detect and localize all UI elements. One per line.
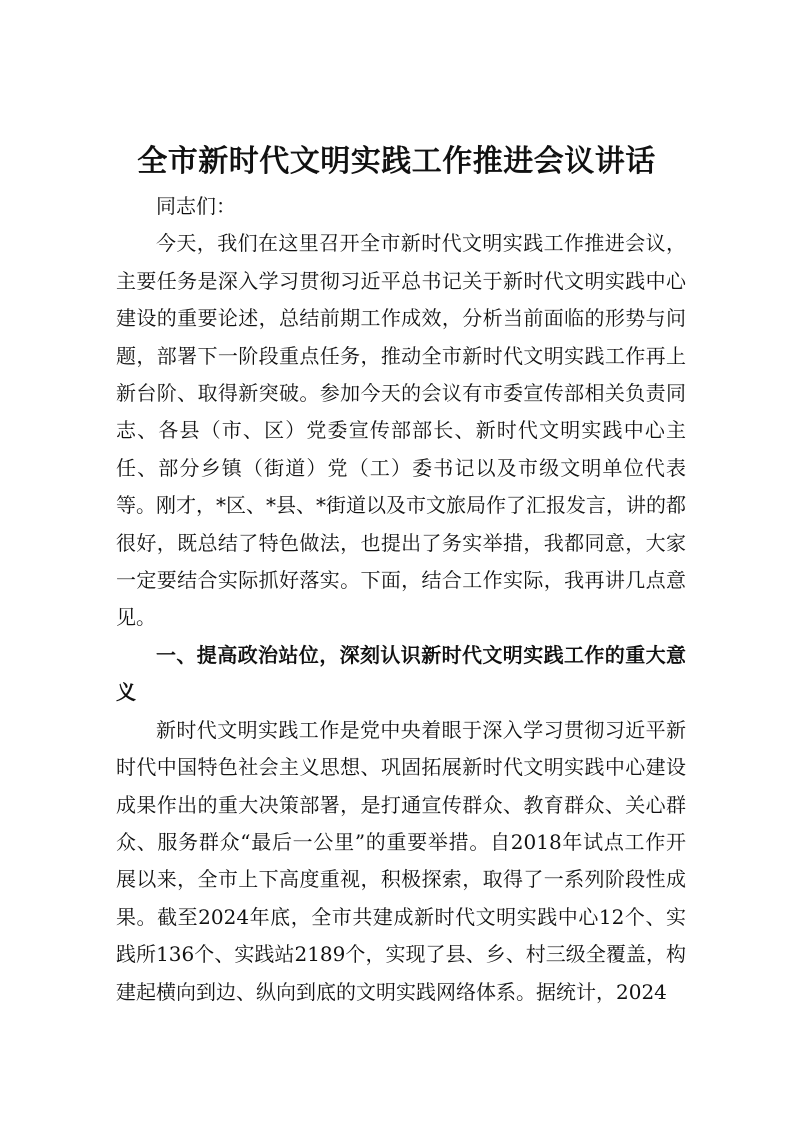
- document-title: 全市新时代文明实践工作推进会议讲话: [137, 144, 656, 179]
- document-body: [116, 188, 686, 1011]
- opening-paragraph: 今天，我们在这里召开全市新时代文明实践工作推进会议，主要任务是深入学习贯彻习近平总书记关于新时代文明实践中心建设的重要论述，总结前期工作成效，分析当前面临的形势与问题，部署下一阶段重点任务，推动全市新时代文明实践工作再上新台阶、取得新突破。参加今天的会议有市委宣传部相关负责同志、各县（市、区）党委宣传部部长、新时代文明实践中心主任、部分乡镇（街道）党（工）委书记以及市级文明单位代表等。刚才，*区、*县、*街道以及市文旅局作了汇报发言，讲的都很好，既总结了特色做法，也提出了务实举措，我都同意，大家一定要结合实际抓好落实。下面，结合工作实际，我再讲几点意见。: [116, 231, 686, 630]
- salutation: 同志们：: [156, 194, 236, 218]
- section-paragraph-1: 新时代文明实践工作是党中央着眼于深入学习贯彻习近平新时代中国特色社会主义思想、巩固拓展新时代文明实践中心建设成果作出的重大决策部署，是打通宣传群众、教育群众、关心群众、服务群众“最后一公里”的重要举措。自2018年试点工作开展以来，全市上下高度重视，积极探索，取得了一系列阶段性成果。截至2024年底，全市共建成新时代文明实践中心12个、实践所136个、实践站2189个，实现了县、乡、村三级全覆盖，构建起横向到边、纵向到底的文明实践网络体系。据统计，2024: [116, 717, 686, 1004]
- section-heading-1: 一、提高政治站位，深刻认识新时代文明实践工作的重大意义: [116, 642, 686, 705]
